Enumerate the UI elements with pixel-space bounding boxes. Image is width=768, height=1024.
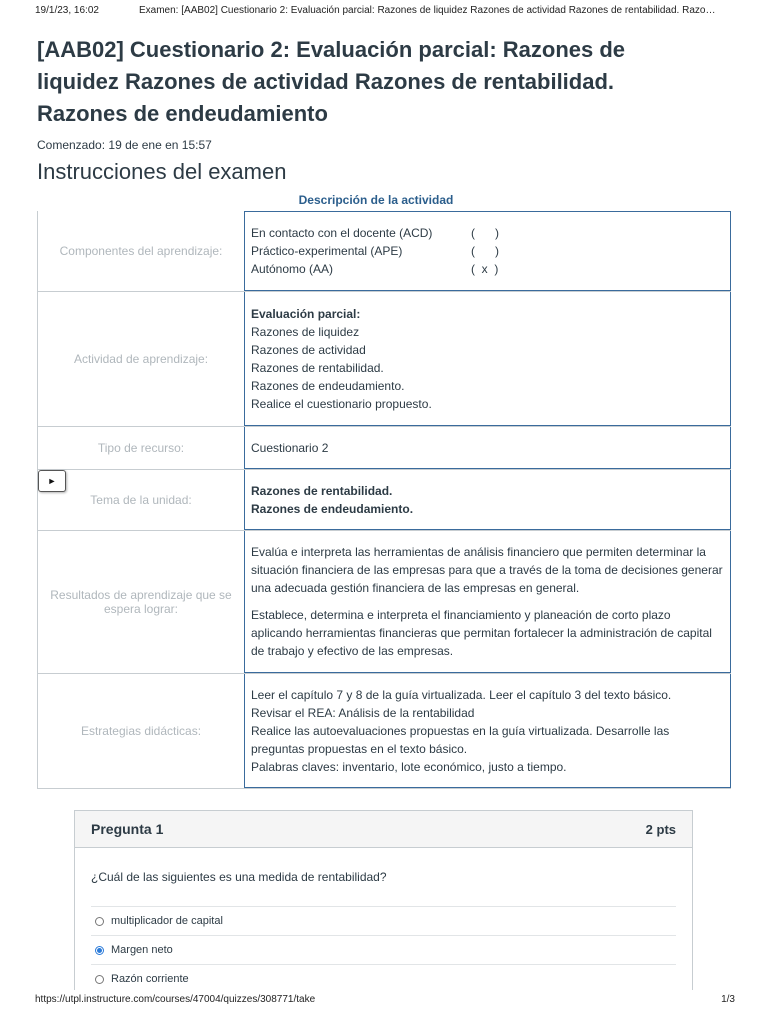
question-title: Pregunta 1: [91, 821, 164, 837]
row-label: Resultados de aprendizaje que se espera lograr:: [37, 531, 244, 673]
row-label: Actividad de aprendizaje:: [37, 292, 244, 426]
page-title: [AAB02] Cuestionario 2: Evaluación parcial: Razones de liquidez Razones de actividad Razones de rentabilidad. Razones de endeudamiento: [37, 37, 626, 126]
row-value: Evaluación parcial: Razones de liquidez Razones de actividad Razones de rentabilidad. Razones de endeudamiento. Realice el cuestionario propuesto.: [244, 292, 731, 426]
question-card: [74, 810, 693, 990]
started-label: Comenzado:: [37, 138, 106, 152]
row-label: Componentes del aprendizaje:: [37, 211, 244, 291]
row-componentes: [37, 211, 731, 292]
answer-label: multiplicador de capital: [111, 915, 223, 927]
print-footer: [0, 990, 768, 1010]
print-date: 19/1/23, 16:02: [35, 5, 99, 16]
question-text: ¿Cuál de las siguientes es una medida de rentabilidad?: [91, 870, 387, 884]
instructions-title: Instrucciones del examen: [37, 159, 287, 184]
component-option: En contacto con el docente (ACD) ( ): [251, 226, 499, 240]
row-value: Cuestionario 2: [244, 427, 731, 469]
answer-option[interactable]: [91, 906, 676, 935]
component-option: Práctico-experimental (APE) ( ): [251, 244, 499, 258]
print-header: [0, 0, 768, 22]
row-actividad: [37, 292, 731, 427]
row-estrategias: [37, 674, 731, 789]
row-label: Estrategias didácticas:: [37, 674, 244, 788]
row-tema: [37, 470, 731, 531]
table-caption: Descripción de la actividad: [298, 193, 454, 207]
started-value: 19 de ene en 15:57: [108, 138, 212, 152]
row-resultados: [37, 531, 731, 674]
radio-button[interactable]: [95, 975, 104, 984]
radio-button[interactable]: [95, 917, 104, 926]
answer-label: Razón corriente: [111, 973, 189, 985]
answer-option[interactable]: [91, 964, 676, 990]
row-tipo: [37, 427, 731, 470]
radio-button-selected[interactable]: [95, 946, 104, 955]
play-icon: ►: [47, 476, 57, 486]
answer-label: Margen neto: [111, 944, 173, 956]
print-title: Examen: [AAB02] Cuestionario 2: Evaluación parcial: Razones de liquidez Razones de actividad Razones de rentabilidad. Razo…: [139, 5, 716, 16]
answer-list: [91, 906, 676, 990]
row-label: Tipo de recurso:: [37, 427, 244, 469]
row-value: Evalúa e interpreta las herramientas de análisis financiero que permiten determinar la situación financiera de las empresas para que a través de la toma de decisiones generar una adecuada gestión financiera de las empresas en general. Establece, determina e interpreta el financiamiento y planeación de corto plazo aplicando herramientas financieras que permitan fortalecer la administración de capital de trabajo y efectivo de las empresas.: [244, 531, 731, 673]
row-value: Razones de rentabilidad. Razones de endeudamiento.: [244, 470, 731, 530]
row-value: [244, 211, 731, 291]
question-header: [75, 811, 692, 848]
question-points: 2 pts: [645, 821, 676, 837]
play-button[interactable]: [38, 470, 66, 492]
print-url: https://utpl.instructure.com/courses/47004/quizzes/308771/take: [35, 994, 316, 1005]
activity-description-table: [37, 211, 731, 789]
print-page-number: 1/3: [721, 994, 735, 1005]
row-label: ► Tema de la unidad:: [37, 470, 244, 530]
component-option: Autónomo (AA) ( x ): [251, 262, 499, 276]
started-info: [37, 138, 212, 152]
answer-option[interactable]: [91, 935, 676, 964]
row-value: Leer el capítulo 7 y 8 de la guía virtualizada. Leer el capítulo 3 del texto básico. Revisar el REA: Análisis de la rentabilidad Realice las autoevaluaciones propuestas en la guía virtualizada. Desarrolle las preguntas propuestas en el texto básico. Palabras claves: inventario, lote económico, justo a tiempo.: [244, 674, 731, 788]
